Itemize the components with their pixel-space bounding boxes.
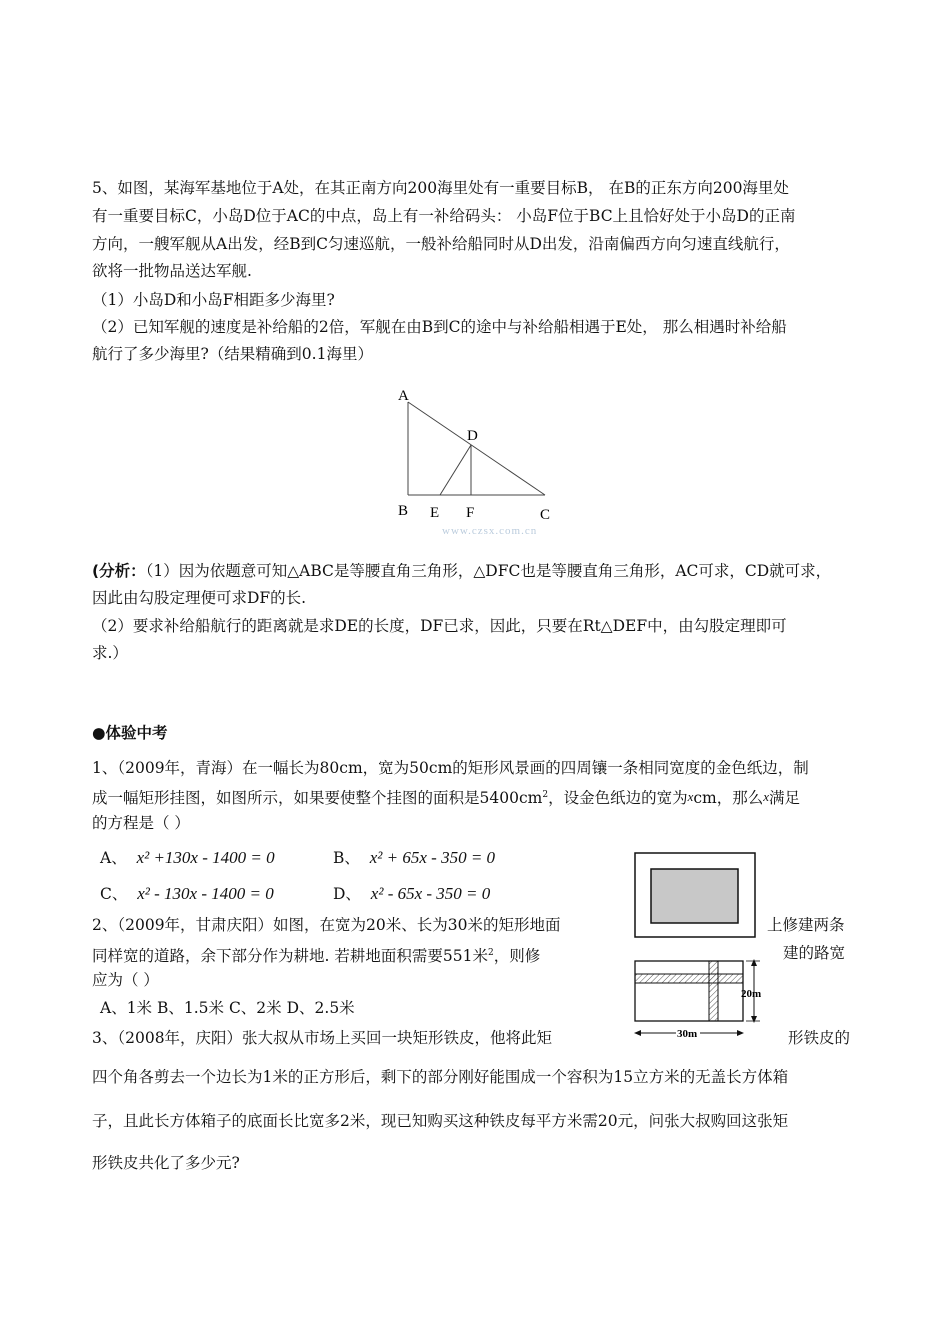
p2-sup: 2 [487, 948, 494, 958]
analysis-text-1: （1）因为依题意可知△ABC是等腰直角三角形，△DFC也是等腰直角三角形，AC可求，CD就可求， [145, 562, 832, 580]
p2-line-2-right: 建的路宽 [783, 944, 846, 962]
q5-subq-2: （2）已知军舰的速度是补给船的2倍，军舰在由B到C的途中与补给船相遇于E处， 那么相遇时补给船 [92, 318, 787, 336]
p1-line-2-text: 成一幅矩形挂图，如图所示，如果要使整个挂图的面积是5400cm [92, 789, 543, 808]
label-A: A [398, 388, 409, 404]
p1-option-d [333, 882, 490, 904]
q5-subq-2-cont: 航行了多少海里?（结果精确到0.1海里） [92, 345, 373, 363]
p1-var-x2: x [763, 789, 770, 805]
height-label: 20m [741, 988, 762, 1000]
p1-line-2-text-d: 满足 [769, 789, 801, 808]
analysis-line-2: 因此由勾股定理便可求DF的长. [92, 589, 307, 607]
p3-line-2: 四个角各剪去一个边长为1米的正方形后，剩下的部分刚好能围成一个容积为15立方米的无盖长方体箱 [92, 1068, 789, 1086]
framed-picture-figure [634, 852, 756, 938]
p2-line-1-right: 上修建两条 [767, 916, 845, 934]
p3-line-1-right: 形铁皮的 [788, 1029, 851, 1047]
p1-option-a [100, 846, 275, 868]
p1-sup: 2 [542, 790, 549, 800]
p3-line-3: 子，且此长方体箱子的底面长比宽多2米，现已知购买这种铁皮每平方米需20元，问张大叔购回这张矩 [92, 1112, 789, 1130]
analysis-line-3: （2）要求补给船航行的距离就是求DE的长度，DF已求，因此，只要在Rt△DEF中，由勾股定理即可 [92, 617, 787, 635]
p1-var-x: x [687, 789, 694, 805]
p2-line-2-text: 同样宽的道路，余下部分作为耕地. 若耕地面积需要551米 [92, 947, 488, 966]
p1-option-a-expr: x² +130x - 1400 = 0 [136, 848, 275, 867]
p2-options: A、1米 B、1.5米 C、2米 D、2.5米 [100, 999, 355, 1017]
p1-option-c-label: C、 [100, 885, 128, 903]
p1-option-c-expr: x² - 130x - 1400 = 0 [137, 884, 274, 903]
label-E: E [430, 505, 440, 521]
width-label: 30m [677, 1028, 698, 1040]
analysis-head: (分析： [92, 562, 146, 580]
section-title: ●体验中考 [92, 724, 168, 742]
p2-line-3: 应为（ ） [92, 971, 159, 989]
label-B: B [398, 503, 409, 519]
p1-option-b-expr: x² + 65x - 350 = 0 [369, 848, 496, 867]
p1-option-c [100, 882, 274, 904]
watermark: www.czsx.com.cn [442, 525, 538, 537]
p3-line-4: 形铁皮共化了多少元? [92, 1154, 240, 1172]
q5-line-2: 有一重要目标C，小岛D位于AC的中点，岛上有一补给码头： 小岛F位于BC上且恰好处于小岛D的正南 [92, 207, 796, 225]
p1-option-d-label: D、 [333, 885, 361, 903]
q5-line-3: 方向，一艘军舰从A出发，经B到C匀速巡航，一般补给船同时从D出发，沿南偏西方向匀速直线航行， [92, 235, 790, 253]
label-C: C [540, 507, 551, 523]
roads-figure [634, 954, 774, 1040]
p1-line-2 [92, 784, 800, 809]
triangle-figure [390, 380, 570, 540]
p1-line-3: 的方程是（ ） [92, 814, 190, 832]
p1-option-d-expr: x² - 65x - 350 = 0 [370, 884, 491, 903]
label-F: F [466, 505, 475, 521]
p1-option-a-label: A、 [100, 849, 127, 867]
p1-line-2-text-b: ，设金色纸边的宽为 [548, 789, 688, 808]
p1-option-b-label: B、 [333, 849, 360, 867]
p1-line-2-text-c: cm，那么 [693, 789, 764, 808]
p2-line-2-text-b: ，则修 [493, 947, 541, 966]
p1-option-b [333, 846, 495, 868]
q5-line-1: 5、如图，某海军基地位于A处，在其正南方向200海里处有一重要目标B， 在B的正东方向200海里处 [92, 179, 789, 197]
p2-line-1: 2、（2009年，甘肃庆阳）如图，在宽为20米、长为30米的矩形地面 [92, 916, 561, 934]
q5-subq-1: （1）小岛D和小岛F相距多少海里? [92, 291, 335, 309]
p3-line-1: 3、（2008年，庆阳）张大叔从市场上买回一块矩形铁皮，他将此矩 [92, 1029, 553, 1047]
p1-line-1: 1、（2009年，青海）在一幅长为80cm，宽为50cm的矩形风景画的四周镶一条相同宽度的金色纸边，制 [92, 759, 809, 777]
label-D: D [467, 428, 478, 444]
analysis-line-1 [92, 560, 831, 582]
p2-line-2 [92, 942, 540, 967]
q5-line-4: 欲将一批物品送达军舰. [92, 262, 252, 280]
analysis-line-4: 求.） [92, 644, 128, 662]
